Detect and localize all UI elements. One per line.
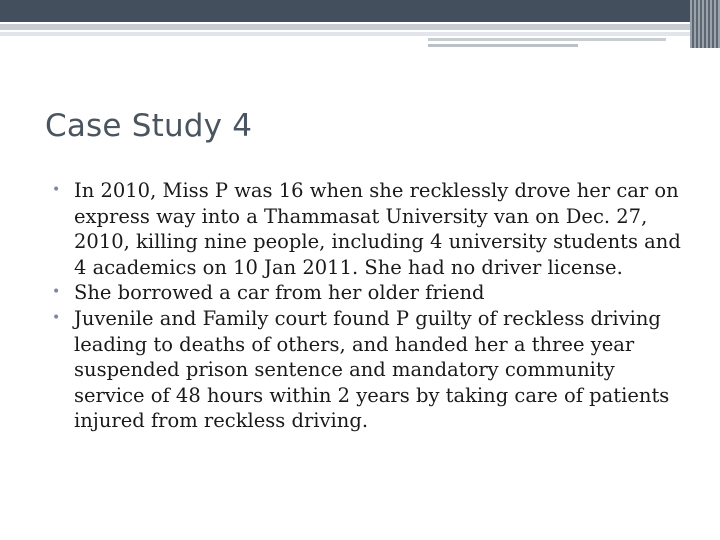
header-band-stripe xyxy=(428,44,578,47)
slide-title: Case Study 4 xyxy=(45,108,253,144)
bullet-text: In 2010, Miss P was 16 when she recklessly drove her car on express way into a Thammasat University van on Dec. 27, 2010, killing nine people, including 4 university students and 4 academics on 10 Jan 2011. She had no driver license. xyxy=(74,179,681,279)
bullet-item xyxy=(48,306,688,434)
bullet-text: Juvenile and Family court found P guilty of reckless driving leading to deaths of others, and handed her a three year suspended prison sentence and mandatory community service of 48 hours within 2 years by taking care of patients injured from reckless driving. xyxy=(74,306,670,433)
bullet-list xyxy=(48,178,688,434)
header-band-stripe xyxy=(0,32,690,36)
header-band-stripe xyxy=(0,24,690,30)
header-band-stripe xyxy=(428,38,666,41)
bullet-dot-icon: • xyxy=(52,284,61,301)
header-band-dark xyxy=(0,0,690,22)
bullet-text: She borrowed a car from her older friend xyxy=(74,281,485,305)
bullet-dot-icon: • xyxy=(52,182,61,198)
bullet-item xyxy=(48,178,688,280)
bullet-dot-icon: • xyxy=(52,309,61,326)
header-band-corner xyxy=(690,0,720,48)
bullet-item xyxy=(48,280,688,306)
header-decoration xyxy=(0,0,720,48)
